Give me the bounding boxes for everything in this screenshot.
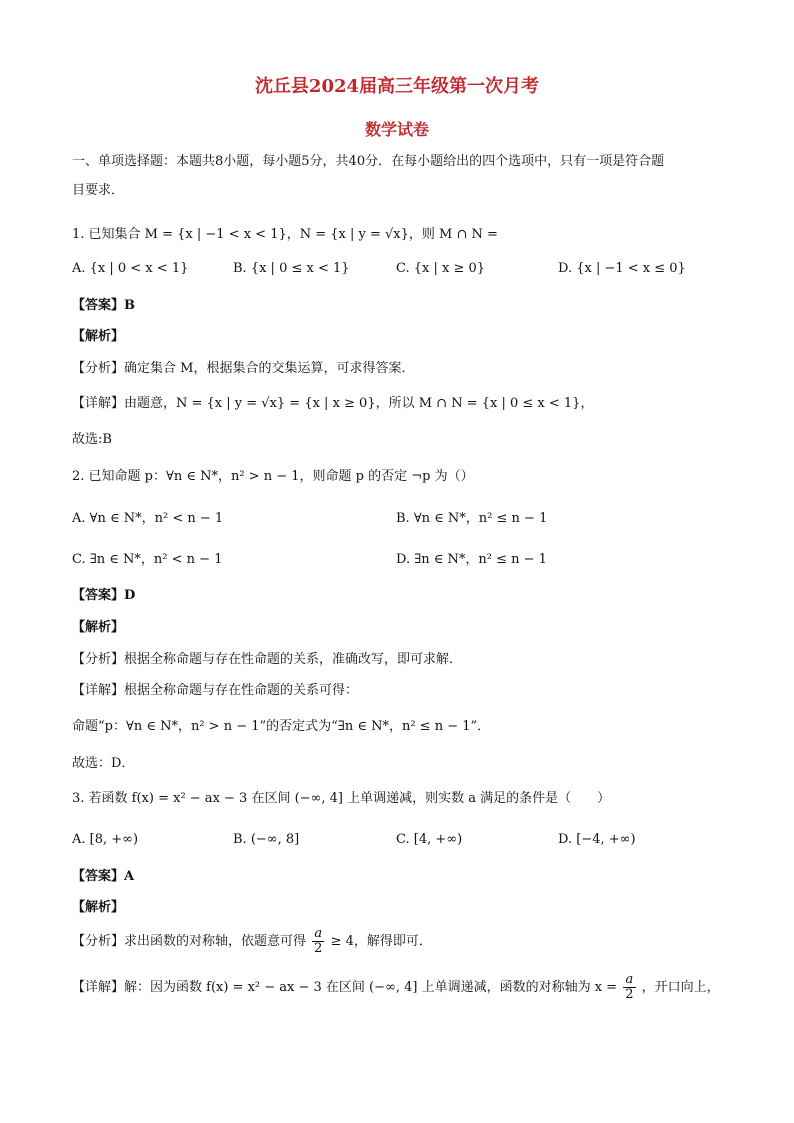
q1-option-d: D. {x | −1 < x ≤ 0} bbox=[558, 261, 686, 276]
q3-fenxi-frac-den: 2 bbox=[314, 941, 323, 956]
q2-xiangjie: 【详解】根据全称命题与存在性命题的关系可得： bbox=[72, 683, 359, 698]
q3-fenxi-post: ≥ 4，解得即可． bbox=[330, 934, 432, 949]
q2-option-c: C. ∃n ∈ N*，n² < n − 1 bbox=[72, 552, 223, 567]
q1-option-b: B. {x | 0 ≤ x < 1} bbox=[233, 261, 350, 276]
q1-xiangjie: 【详解】由题意，N = {x | y = √x} = {x | x ≥ 0}，所以 M ∩ N = {x | 0 ≤ x < 1}， bbox=[72, 396, 594, 411]
q3-xiangjie-frac-den: 2 bbox=[625, 987, 634, 1002]
q2-analysis-label: 【解析】 bbox=[72, 620, 125, 635]
q3-xiangjie-fraction bbox=[623, 973, 635, 1002]
q1-option-a: A. {x | 0 < x < 1} bbox=[72, 261, 189, 276]
q3-option-a: A. [8, +∞) bbox=[72, 832, 139, 847]
q2-stem: 2. 已知命题 p：∀n ∈ N*，n² > n − 1，则命题 p 的否定 ¬p 为（） bbox=[72, 469, 474, 484]
q2-conclusion: 故选：D． bbox=[72, 756, 135, 771]
exam-title: 沈丘县2024届高三年级第一次月考 bbox=[254, 76, 540, 97]
q3-xiangjie-pre: 【详解】解：因为函数 f(x) = x² − ax − 3 在区间 (−∞, 4] 上单调递减，函数的对称轴为 x = bbox=[72, 980, 618, 995]
q3-option-d: D. [−4, +∞) bbox=[558, 832, 636, 847]
q3-fenxi-fraction bbox=[312, 927, 324, 956]
q3-fenxi bbox=[72, 926, 432, 958]
section-instructions-line2: 目要求． bbox=[72, 183, 125, 198]
q1-fenxi: 【分析】确定集合 M，根据集合的交集运算，可求得答案． bbox=[72, 361, 415, 376]
q3-answer: 【答案】A bbox=[72, 869, 135, 884]
section-instructions-line1: 一、单项选择题：本题共8小题，每小题5分，共40分．在每小题给出的四个选项中，只有一项是符合题 bbox=[72, 154, 665, 169]
q2-option-d: D. ∃n ∈ N*，n² ≤ n − 1 bbox=[396, 552, 547, 567]
q1-analysis-label: 【解析】 bbox=[72, 329, 125, 344]
q1-answer: 【答案】B bbox=[72, 298, 135, 313]
q1-option-c: C. {x | x ≥ 0} bbox=[396, 261, 486, 276]
q2-option-b: B. ∀n ∈ N*，n² ≤ n − 1 bbox=[396, 511, 548, 526]
q2-answer: 【答案】D bbox=[72, 588, 136, 603]
q1-stem: 1. 已知集合 M = {x | −1 < x < 1}，N = {x | y = √x}，则 M ∩ N = bbox=[72, 227, 498, 242]
q2-detail: 命题“p：∀n ∈ N*，n² > n − 1”的否定式为“∃n ∈ N*，n² ≤ n − 1”． bbox=[72, 719, 491, 734]
exam-subtitle: 数学试卷 bbox=[364, 120, 429, 139]
q3-xiangjie-post: ，开口向上， bbox=[641, 980, 720, 995]
q3-analysis-label: 【解析】 bbox=[72, 900, 125, 915]
q3-fenxi-pre: 【分析】求出函数的对称轴，依题意可得 bbox=[72, 934, 307, 949]
q3-xiangjie-frac-num: a bbox=[623, 973, 635, 988]
q2-option-a: A. ∀n ∈ N*，n² < n − 1 bbox=[72, 511, 224, 526]
q2-fenxi: 【分析】根据全称命题与存在性命题的关系，准确改写，即可求解． bbox=[72, 652, 463, 667]
q3-fenxi-frac-num: a bbox=[312, 927, 324, 942]
q3-option-b: B. (−∞, 8] bbox=[233, 832, 300, 847]
q3-stem: 3. 若函数 f(x) = x² − ax − 3 在区间 (−∞, 4] 上单调递减，则实数 a 满足的条件是（ ） bbox=[72, 791, 611, 806]
q3-xiangjie bbox=[72, 972, 720, 1004]
q1-conclusion: 故选:B bbox=[72, 432, 112, 447]
q3-option-c: C. [4, +∞) bbox=[396, 832, 463, 847]
